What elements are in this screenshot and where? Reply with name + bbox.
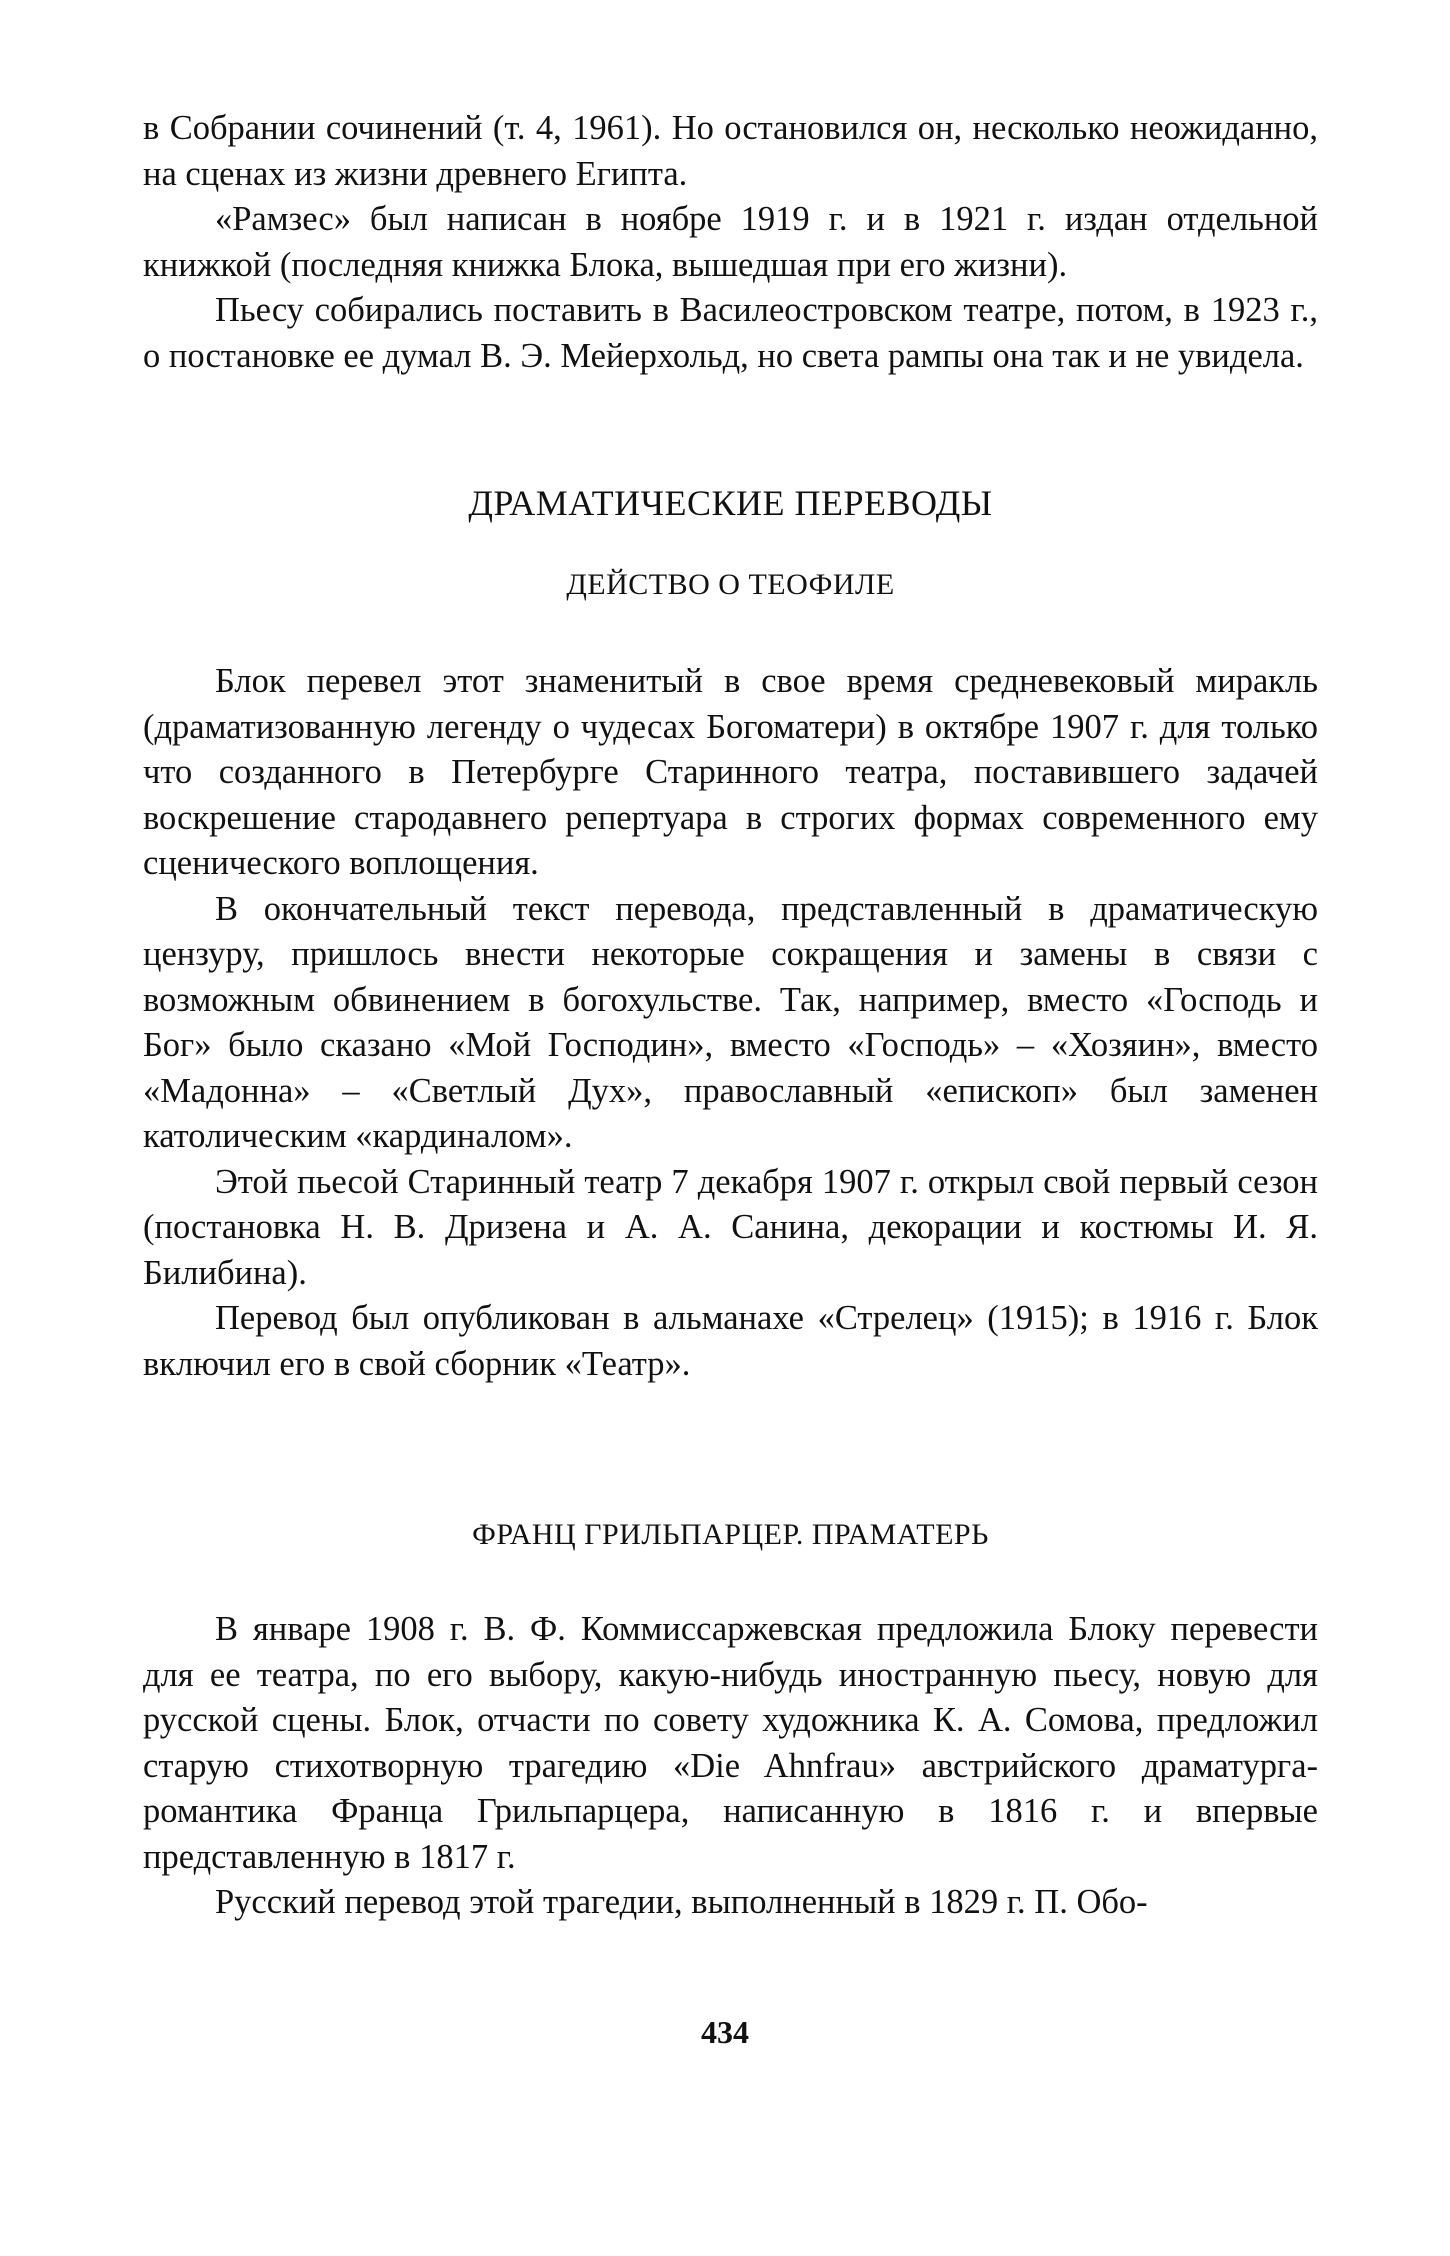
paragraph: «Рамзес» был написан в ноябре 1919 г. и в 1921 г. издан отдельной книжкой (последняя книжка Блока, вышедшая при его жизни). (143, 200, 1318, 284)
paragraph: Пьесу собирались поставить в Василеостровском театре, потом, в 1923 г., о постановке ее думал В. Э. Мейерхольд, но света рампы она так и не увидела. (143, 291, 1318, 375)
section-title: ДРАМАТИЧЕСКИЕ ПЕРЕВОДЫ (468, 483, 993, 523)
paragraph: В январе 1908 г. В. Ф. Коммиссаржевская предложила Блоку перевести для ее театра, по его выбору, какую-нибудь иностранную пьесу, новую для русской сцены. Блок, отчасти по совету художника К. А. Сомова, предложил старую стихотворную трагедию «Die Ahnfrau» австрийского драматурга-романтика Франца Грильпарцера, написанную в 1816 г. и впервые представленную в 1817 г. (143, 1610, 1318, 1876)
subsection-title: ДЕЙСТВО О ТЕОФИЛЕ (566, 568, 895, 601)
subsection-title: ФРАНЦ ГРИЛЬПАРЦЕР. ПРАМАТЕРЬ (472, 1518, 989, 1551)
paragraph: Блок перевел этот знаменитый в свое время средневековый миракль (драматизованную легенду о чудесах Богоматери) в октябре 1907 г. для только что созданного в Петербурге Старинного театра, поставившего задачей воскрешение стародавнего репертуара в строгих формах современного ему сценического воплощения. (143, 662, 1318, 882)
page-number: 434 (701, 2014, 749, 2050)
paragraph: В окончательный текст перевода, представленный в драматическую цензуру, пришлось внести некоторые сокращения и замены в связи с возможным обвинением в богохульстве. Так, например, вместо «Господь и Бог» было сказано «Мой Господин», вместо «Господь» – «Хозяин», вместо «Мадонна» – «Светлый Дух», православный «епископ» был заменен католическим «кардиналом». (143, 889, 1318, 1155)
page-body (143, 106, 1318, 1926)
paragraph: Этой пьесой Старинный театр 7 декабря 1907 г. открыл свой первый сезон (постановка Н. В. Дризена и А. А. Санина, декорации и костюмы И. Я. Билибина). (143, 1162, 1318, 1292)
paragraph: Перевод был опубликован в альманахе «Стрелец» (1915); в 1916 г. Блок включил его в свой сборник «Театр». (143, 1299, 1318, 1383)
paragraph: Русский перевод этой трагедии, выполненный в 1829 г. П. Обо- (215, 1883, 1148, 1921)
paragraph: в Собрании сочинений (т. 4, 1961). Но остановился он, несколько неожиданно, на сценах из жизни древнего Египта. (143, 109, 1318, 193)
